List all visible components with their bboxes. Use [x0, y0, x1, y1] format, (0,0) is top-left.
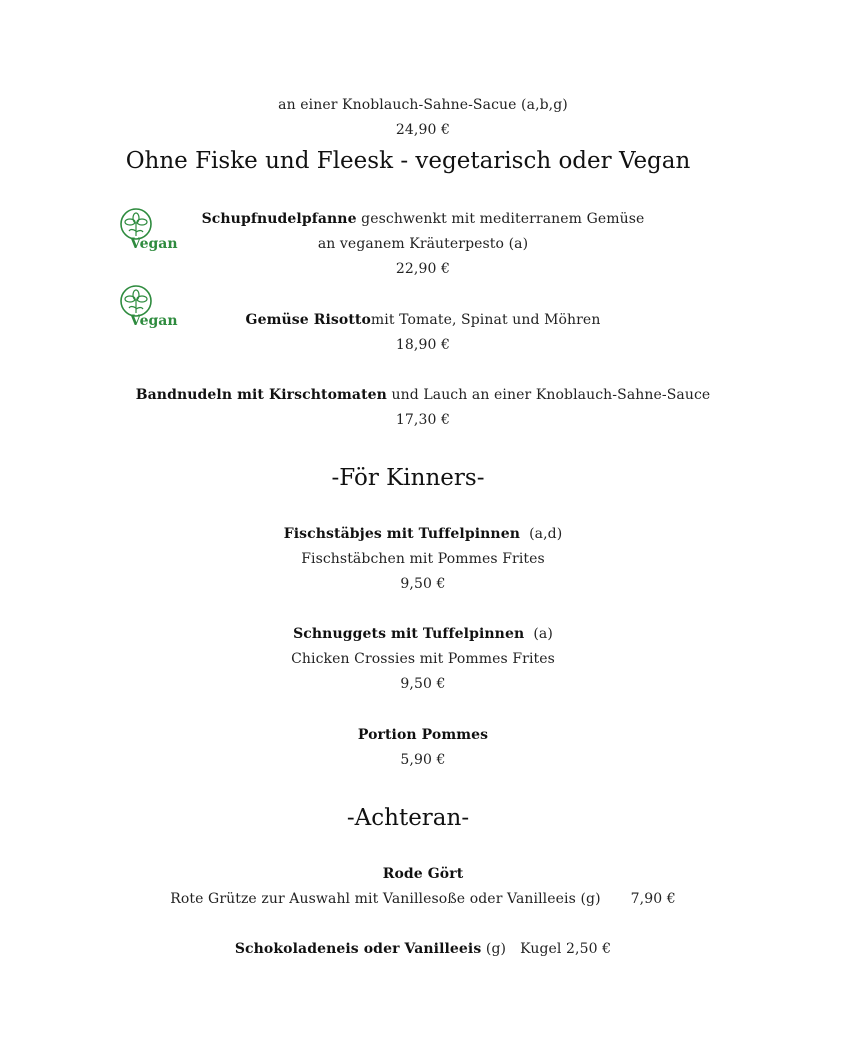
- item-description-line2: an veganem Kräuterpesto (a): [317, 236, 529, 252]
- menu-item-eis: [0, 941, 846, 957]
- section-title-kinner: -För Kinners-: [331, 465, 485, 491]
- item-name: Schupfnudelpfanne: [201, 211, 357, 227]
- section-title-vegetarisch: Ohne Fiske und Fleesk - vegetarisch oder Vegan: [125, 148, 691, 174]
- item-price: Kugel 2,50 €: [520, 941, 612, 957]
- menu-item-schnuggets: [0, 626, 846, 642]
- item-price: 17,30 €: [395, 412, 451, 428]
- item-price: 18,90 €: [395, 337, 451, 353]
- item-price: 5,90 €: [400, 752, 446, 768]
- item-description: Chicken Crossies mit Pommes Frites: [291, 651, 555, 667]
- svg-text:Vegan: Vegan: [130, 236, 178, 252]
- menu-item-fischstaebjes: [0, 526, 846, 542]
- item-name: Schokoladeneis oder Vanilleeis: [234, 941, 482, 957]
- previous-item-price: 24,90 €: [395, 122, 451, 138]
- item-price: 9,50 €: [400, 676, 446, 692]
- item-description-with-price: [0, 891, 846, 907]
- item-allergens: (a,d): [520, 526, 563, 542]
- item-name: Schnuggets mit Tuffelpinnen: [293, 626, 525, 642]
- previous-item-description: an einer Knoblauch-Sahne-Sacue (a,b,g): [278, 97, 568, 113]
- item-description: mit Tomate, Spinat und Möhren: [370, 312, 601, 328]
- item-name: Bandnudeln mit Kirschtomaten: [135, 387, 387, 403]
- item-description: Fischstäbchen mit Pommes Frites: [301, 551, 545, 567]
- item-description: geschwenkt mit mediterranem Gemüse: [356, 211, 645, 227]
- item-name: Rode Gört: [382, 866, 464, 882]
- item-description: Rote Grütze zur Auswahl mit Vanillesoße oder Vanilleeis (g): [170, 891, 601, 907]
- item-name: Gemüse Risotto: [245, 312, 371, 328]
- item-description: und Lauch an einer Knoblauch-Sahne-Sauce: [386, 387, 711, 403]
- item-allergens: (g): [481, 941, 507, 957]
- svg-text:Vegan: Vegan: [130, 313, 178, 329]
- item-price: 7,90 €: [630, 891, 676, 907]
- item-name: Portion Pommes: [357, 727, 489, 743]
- item-price: 9,50 €: [400, 576, 446, 592]
- menu-item-portion-pommes: [0, 727, 846, 743]
- menu-item-schupfnudelpfanne: [0, 211, 846, 227]
- menu-item-bandnudeln: [0, 387, 846, 403]
- menu-item-rode-goert: [0, 866, 846, 882]
- item-allergens: (a): [524, 626, 553, 642]
- section-title-achteran: -Achteran-: [346, 805, 470, 831]
- menu-item-gemuese-risotto: [0, 312, 846, 328]
- item-price: 22,90 €: [395, 261, 451, 277]
- item-name: Fischstäbjes mit Tuffelpinnen: [283, 526, 520, 542]
